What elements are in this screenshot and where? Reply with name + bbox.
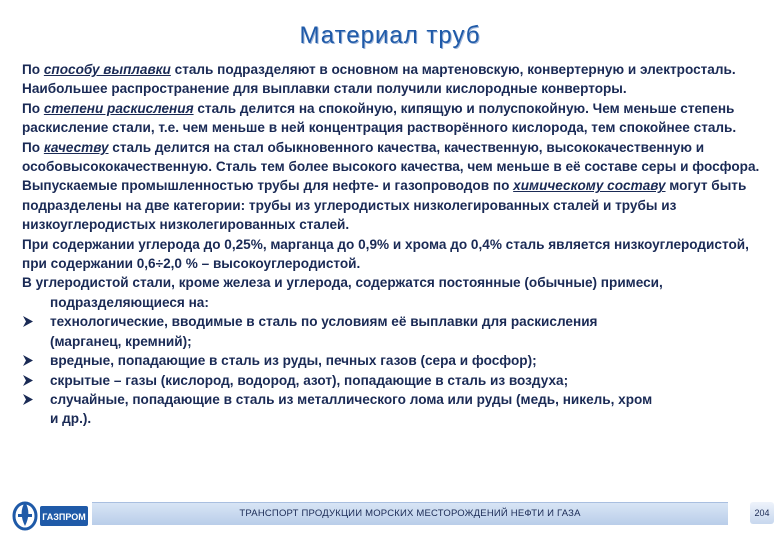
- text-run: Выпускаемые промышленностью трубы для нефте- и газопроводов по: [22, 178, 514, 194]
- list-item: [22, 312, 762, 351]
- arrow-bullet-icon: [22, 371, 36, 386]
- paragraph-chemical-composition: [22, 176, 762, 234]
- impurities-list: [22, 312, 762, 428]
- paragraph-smelting: [22, 60, 762, 99]
- footer-bar: [92, 502, 728, 525]
- arrow-bullet-icon: [22, 390, 36, 405]
- slide-title: Материал труб: [299, 22, 481, 49]
- list-item-text: вредные, попадающие в сталь из руды, печных газов (сера и фосфор);: [50, 353, 537, 369]
- paragraph-quality: [22, 138, 762, 177]
- footer-text: ТРАНСПОРТ ПРОДУКЦИИ МОРСКИХ МЕСТОРОЖДЕНИЙ НЕФТИ И ГАЗА: [239, 508, 581, 519]
- text-run: могут быть подразделены на две категории: трубы из углеродистых низколегированных сталей и трубы из низкоуглеродистых низколегированных сталей.: [22, 178, 747, 233]
- slide-footer: [0, 488, 780, 540]
- text-run: По: [22, 62, 44, 77]
- list-item-text: и др.).: [50, 411, 92, 427]
- list-item-text: случайные, попадающие в сталь из металлического лома или руды (медь, никель, хром: [50, 391, 653, 407]
- list-item-text: (марганец, кремний);: [50, 333, 192, 349]
- emphasis-term: химическому составу: [513, 178, 666, 194]
- emphasis-term: качеству: [43, 139, 109, 155]
- logo-text: ГАЗПРОМ: [42, 512, 86, 522]
- page-number: 204: [750, 502, 774, 524]
- emphasis-term: степени раскисления: [43, 100, 194, 116]
- slide-content: [22, 60, 762, 429]
- text-run: сталь делится на спокойную, кипящую и полуспокойную. Чем меньше степень раскисление стали, т.е. чем меньше в ней концентрация растворённого кислорода, тем спокойнее сталь.: [22, 100, 737, 136]
- text-run: сталь делится на стал обыкновенного качества, качественную, высококачественную и особовысококачественную. Сталь тем более высокого качества, чем меньше в её составе серы и фосфора.: [22, 139, 760, 175]
- gazprom-logo: [12, 496, 90, 532]
- arrow-bullet-icon: [22, 351, 36, 366]
- list-item: [22, 371, 762, 390]
- text-run: По: [22, 100, 44, 116]
- paragraph-impurities-continued: подразделяющиеся на:: [50, 294, 209, 310]
- list-item: [22, 351, 762, 370]
- list-item-text: скрытые – газы (кислород, водород, азот), попадающие в сталь из воздуха;: [50, 372, 569, 388]
- emphasis-term: способу выплавки: [43, 62, 171, 77]
- list-item-text: технологические, вводимые в сталь по условиям её выплавки для раскисления: [50, 314, 598, 330]
- text-run: сталь подразделяют в основном на мартеновскую, конвертерную и электросталь. Наибольшее распространение для выплавки стали получили кислородные конверторы.: [22, 62, 736, 97]
- list-item: [22, 390, 762, 429]
- arrow-bullet-icon: [22, 312, 36, 327]
- paragraph-carbon-content: При содержании углерода до 0,25%, марганца до 0,9% и хрома до 0,4% сталь является низкоуглеродистой, при содержании 0,6÷2,0 % – высокоуглеродистой.: [22, 236, 749, 272]
- text-run: По: [22, 139, 44, 155]
- paragraph-deoxidation: [22, 99, 762, 138]
- paragraph-impurities: В углеродистой стали, кроме железа и углерода, содержатся постоянные (обычные) примеси,: [22, 275, 663, 291]
